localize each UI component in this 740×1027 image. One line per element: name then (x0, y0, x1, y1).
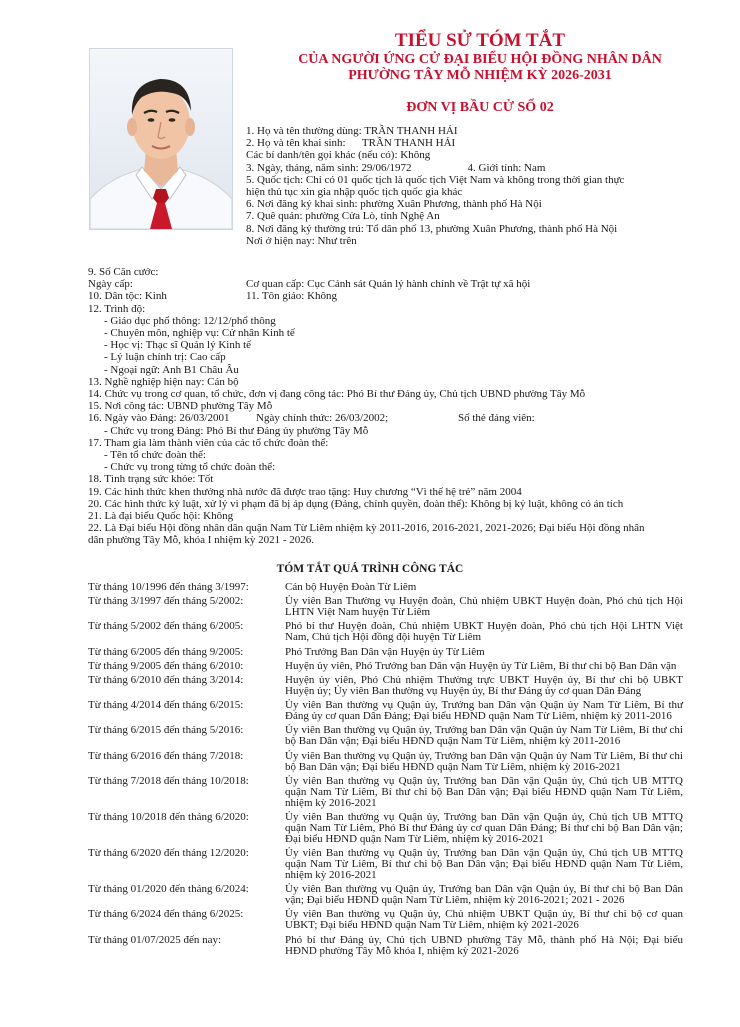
field-education-political: - Lý luận chính trị: Cao cấp (104, 351, 226, 364)
electoral-unit: ĐƠN VỊ BẦU CỬ SỐ 02 (406, 100, 554, 115)
work-description: Ủy viên Ban thường vụ Quận ủy, Trưởng ban Dân vận Quận ủy Nam Từ Liêm, Bí thư chi bộ Ban Dân vận; Đại biểu HĐND quận Nam Từ Liêm, nhiệm kỳ 2016-2021 (285, 749, 683, 773)
work-period: Từ tháng 10/2018 đến tháng 6/2020: (88, 810, 249, 823)
work-description: Huyện ủy viên, Phó Chủ nhiệm Thường trực UBKT Huyện ủy, Bí thư chi bộ UBKT Huyện ủy; Ủy viên Ban thường vụ Huyện ủy, Bí thư Đảng ủy cơ quan Dân Đảng (285, 673, 683, 697)
bio-main-fields (88, 266, 728, 547)
field-education-degree: - Học vị: Thạc sĩ Quản lý Kinh tế (104, 339, 252, 352)
work-period: Từ tháng 4/2014 đến tháng 6/2015: (88, 699, 244, 712)
work-period: Từ tháng 10/1996 đến tháng 3/1997: (88, 581, 249, 593)
work-description: Ủy viên Ban thường vụ Quận ủy, Trưởng ban Dân vận Quận ủy, Chủ tịch UB MTTQ quận Nam Từ Liêm, Phó Bí thư Đảng ủy cơ quan Dân Đảng; Bí thư chi bộ Ban Dân vận; Đại biểu HĐND quận Nam Từ Liêm, nhiệm kỳ 2016-2021 (285, 810, 683, 845)
field-aliases: Các bí danh/tên gọi khác (nếu có): Không (246, 149, 431, 162)
field-nationality: 5. Quốc tịch: Chỉ có 01 quốc tịch là quốc tịch Việt Nam và không trong thời gian thực (246, 173, 625, 186)
work-period: Từ tháng 6/2016 đến tháng 7/2018: (88, 749, 244, 762)
work-history-row (88, 675, 688, 697)
work-period: Từ tháng 5/2002 đến tháng 6/2005: (88, 620, 244, 633)
portrait-photo (89, 48, 233, 230)
field-party (88, 412, 728, 424)
field-national-assembly: 21. Là đại biểu Quốc hội: Không (88, 510, 234, 523)
work-description: Ủy viên Ban thường vụ Quận ủy, Trưởng ban Dân vận Quận ủy Nam Từ Liêm, Bí thư chi bộ Ban Dân vận; Đại biểu HĐND quận Nam Từ Liêm, nhiệm kỳ 2011-2016 (285, 724, 683, 748)
field-workplace: 15. Nơi công tác: UBND phường Tây Mỗ (88, 400, 273, 413)
field-birth-name: 2. Họ và tên khai sinh: TRẦN THANH HẢI (246, 137, 456, 150)
field-organizations: 17. Tham gia làm thành viên của các tổ chức đoàn thể: (88, 436, 329, 449)
work-period: Từ tháng 9/2005 đến tháng 6/2010: (88, 659, 244, 672)
portrait-illustration (90, 49, 232, 229)
field-occupation: 13. Nghề nghiệp hiện nay: Cán bộ (88, 375, 239, 388)
work-period: Từ tháng 01/2020 đến tháng 6/2024: (88, 883, 249, 896)
field-council-member: 22. Là Đại biểu Hội đồng nhân dân quận Nam Từ Liêm nhiệm kỳ 2011-2016, 2016-2021, 2021-2026; Đại biểu Hội đồng nhân dân phường Tây Mỗ, khóa I nhiệm kỳ 2021 - 2026. (88, 522, 645, 547)
field-issue-date: Ngày cấp: (88, 278, 133, 291)
work-description: Ủy viên Ban thường vụ Quận ủy, Trưởng ban Dân vận Quận ủy, Chủ tịch UB MTTQ quận Nam Từ Liêm, Bí thư chi bộ Ban Dân vận; Đại biểu HĐND quận Nam Từ Liêm, nhiệm kỳ 2016-2021 (285, 847, 683, 882)
document-title: TIỂU SỬ TÓM TẮT (394, 30, 566, 51)
work-history-title: TÓM TẮT QUÁ TRÌNH CÔNG TÁC (276, 563, 464, 575)
field-nationality-cont: hiện thủ tục xin gia nhập quốc tịch quốc gia khác (246, 186, 463, 199)
work-history-row (88, 751, 688, 773)
field-awards: 19. Các hình thức khen thưởng nhà nước đã được trao tặng: Huy chương “Vì thế hệ trẻ” năm 2004 (88, 485, 522, 498)
field-education-language: - Ngoại ngữ: Anh B1 Châu Âu (104, 363, 239, 376)
header (245, 30, 715, 116)
work-history-row (88, 884, 688, 906)
work-description: Huyện ủy viên, Phó Trưởng ban Dân vận Huyện ủy Từ Liêm, Bí thư chi bộ Ban Dân vận (285, 659, 677, 672)
field-common-name: 1. Họ và tên thường dùng: TRẦN THANH HẢI (246, 125, 458, 137)
work-description: Ủy viên Ban Thường vụ Huyện đoàn, Chủ nhiệm UBKT Huyện đoàn, Phó chủ tịch Hội LHTN Việt Nam huyện Từ Liêm (285, 595, 683, 619)
work-period: Từ tháng 6/2005 đến tháng 9/2005: (88, 645, 244, 658)
field-id-card: 9. Số Căn cước: (88, 266, 159, 278)
field-position: 14. Chức vụ trong cơ quan, tổ chức, đơn vị đang công tác: Phó Bí thư Đảng ủy, Chủ tịch UBND phường Tây Mỗ (88, 388, 586, 400)
field-id-issue (88, 278, 728, 290)
field-current-address: Nơi ở hiện nay: Như trên (246, 234, 357, 247)
work-period: Từ tháng 01/07/2025 đến nay: (88, 933, 222, 946)
field-issuing-authority: Cơ quan cấp: Cục Cảnh sát Quản lý hành chính về Trật tự xã hội (246, 278, 531, 291)
work-history-row (88, 661, 688, 672)
work-history-row (88, 812, 688, 845)
field-dob-gender (246, 162, 726, 174)
field-party-position: - Chức vụ trong Đảng: Phó Bí thư Đảng ủy phường Tây Mỗ (104, 424, 369, 437)
document-subtitle-1: CỦA NGƯỜI ỨNG CỬ ĐẠI BIỂU HỘI ĐỒNG NHÂN DÂN (298, 52, 662, 67)
work-history-row (88, 848, 688, 881)
work-description: Ủy viên Ban thường vụ Quận ủy, Trưởng ban Dân vận Quận ủy, Chủ tịch UB MTTQ quận Nam Từ Liêm, Bí thư chi bộ Ban Dân vận; Đại biểu HĐND quận Nam Từ Liêm, nhiệm kỳ 2016-2021 (285, 774, 683, 809)
work-description: Phó bí thư Đảng ủy, Chủ tịch UBND phường Tây Mỗ, thành phố Hà Nội; Đại biểu HĐND phường Tây Mỗ khóa I, nhiệm kỳ 2021-2026 (285, 933, 683, 957)
document-subtitle-2: PHƯỜNG TÂY MỖ NHIỆM KỲ 2026-2031 (348, 68, 612, 83)
field-education-general: - Giáo dục phổ thông: 12/12/phổ thông (104, 314, 276, 327)
work-period: Từ tháng 6/2015 đến tháng 5/2016: (88, 724, 244, 737)
work-history-row (88, 909, 688, 931)
field-party-official-date: Ngày chính thức: 26/03/2002; (256, 412, 389, 425)
field-discipline: 20. Các hình thức kỷ luật, xử lý vi phạm đã bị áp dụng (Đảng, chính quyền, đoàn thể): Không bị kỷ luật, không có án tích (88, 497, 624, 510)
field-ethnicity-religion (88, 290, 728, 302)
field-party-card-number: Số thẻ đảng viên: (458, 412, 535, 425)
field-gender: 4. Giới tính: Nam (467, 161, 546, 174)
work-history-row (88, 725, 688, 747)
work-period: Từ tháng 3/1997 đến tháng 5/2002: (88, 595, 244, 608)
work-description: Cán bộ Huyện Đoàn Từ Liêm (285, 581, 417, 593)
field-organization-name: - Tên tổ chức đoàn thể: (104, 449, 206, 461)
bio-top-fields (246, 125, 726, 247)
field-birth-registration: 6. Nơi đăng ký khai sinh: phường Xuân Phương, thành phố Hà Nội (246, 198, 542, 211)
field-ethnicity: 10. Dân tộc: Kinh (88, 290, 167, 303)
work-history-list (88, 582, 688, 960)
field-organization-role: - Chức vụ trong từng tổ chức đoàn thể: (104, 461, 276, 474)
work-description: Phó bí thư Huyện đoàn, Chủ nhiệm UBKT Huyện đoàn, Phó chủ tịch Hội LHTN Việt Nam, Chủ tịch Hội đồng đội huyện Từ Liêm (285, 620, 683, 644)
field-education: 12. Trình độ: (88, 302, 146, 315)
work-description: Phó Trưởng Ban Dân vận Huyện ủy Từ Liêm (285, 645, 485, 658)
field-residence: 8. Nơi đăng ký thường trú: Tổ dân phố 13, phường Xuân Phương, thành phố Hà Nội (246, 222, 618, 235)
work-description: Ủy viên Ban thường vụ Quận ủy, Trưởng ban Dân vận Quận ủy Nam Từ Liêm, Bí thư Đảng ủy cơ quan Dân Đảng; Đại biểu HĐND quận Nam Từ Liêm, nhiệm kỳ 2011-2016 (285, 699, 683, 723)
work-period: Từ tháng 6/2010 đến tháng 3/2014: (88, 673, 244, 686)
work-history-row (88, 621, 688, 643)
field-religion: 11. Tôn giáo: Không (246, 290, 338, 303)
work-history-row (88, 596, 688, 618)
work-history-row (88, 776, 688, 809)
work-history-row (88, 647, 688, 658)
work-period: Từ tháng 6/2024 đến tháng 6/2025: (88, 908, 244, 921)
work-history-row (88, 582, 688, 593)
field-dob: 3. Ngày, tháng, năm sinh: 29/06/1972 (246, 161, 412, 174)
work-history-row (88, 700, 688, 722)
work-description: Ủy viên Ban thường vụ Quận ủy, Trưởng ban Dân vận Quận ủy, Bí thư chi bộ Ban Dân vận; Đại biểu HĐND quận Nam Từ Liêm, nhiệm kỳ 2016-2021; 2021 - 2026 (285, 883, 683, 907)
work-history-row (88, 935, 688, 957)
field-party-join-date: 16. Ngày vào Đảng: 26/03/2001 (88, 412, 230, 425)
work-period: Từ tháng 7/2018 đến tháng 10/2018: (88, 774, 249, 787)
field-education-major: - Chuyên môn, nghiệp vụ: Cử nhân Kinh tế (104, 326, 295, 339)
field-hometown: 7. Quê quán: phường Cửa Lò, tỉnh Nghệ An (246, 210, 440, 223)
field-health: 18. Tình trạng sức khỏe: Tốt (88, 473, 214, 486)
work-description: Ủy viên Ban thường vụ Quận ủy, Chủ nhiệm UBKT Quận ủy, Bí thư chi bộ cơ quan UBKT; Đại biểu HĐND quận Nam Từ Liêm, nhiệm kỳ 2021-2026 (285, 908, 683, 932)
work-period: Từ tháng 6/2020 đến tháng 12/2020: (88, 847, 249, 860)
